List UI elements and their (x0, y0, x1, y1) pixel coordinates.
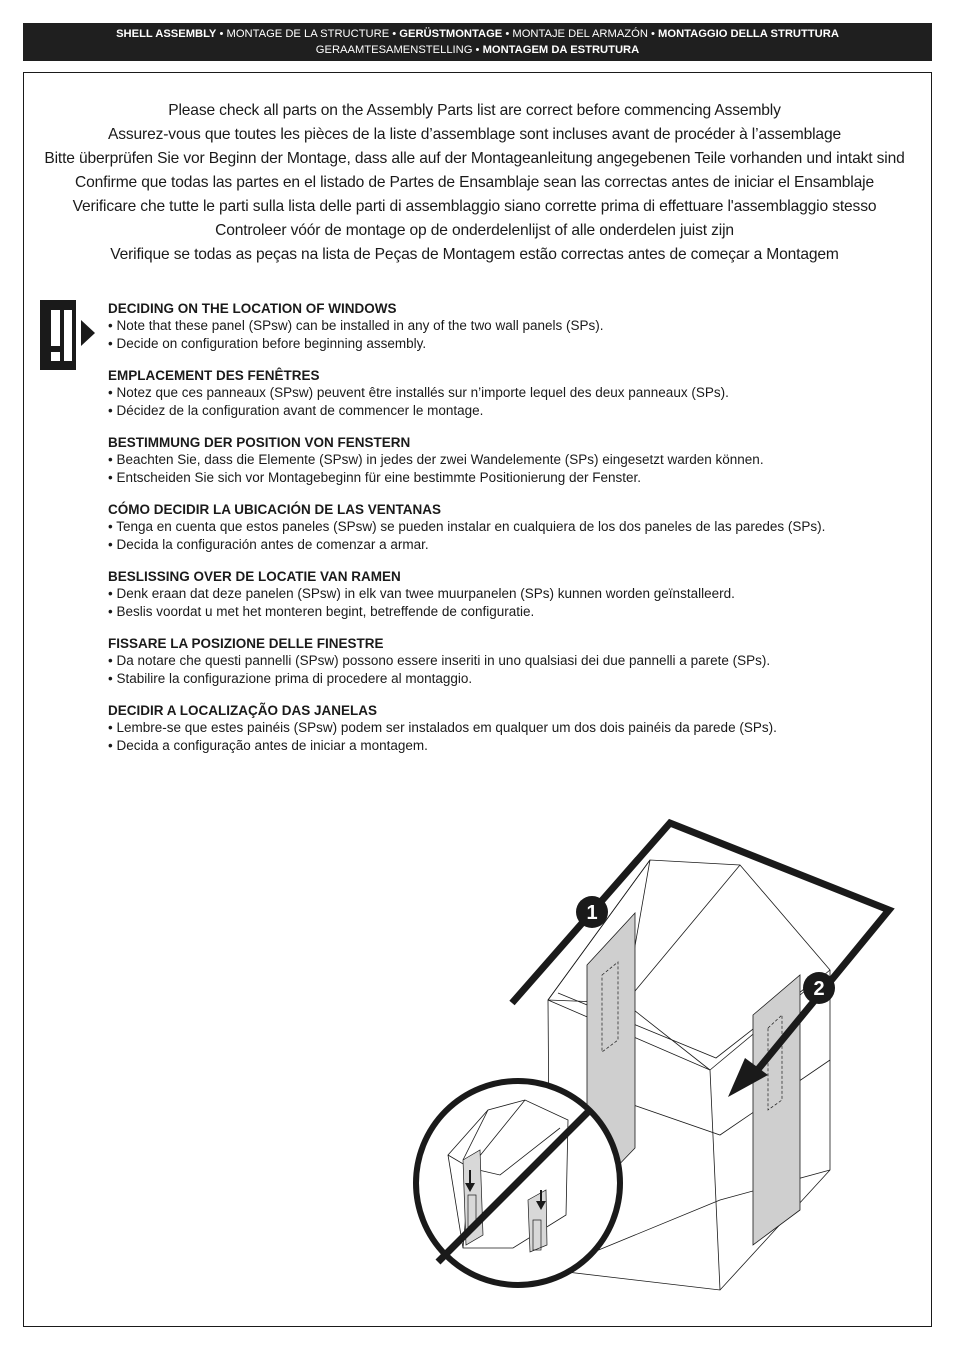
section-title: EMPLACEMENT DES FENÊTRES (108, 368, 320, 383)
section-line: • Stabilire la configurazione prima di procedere al montaggio. (108, 671, 473, 686)
section-line: • Décidez de la configuration avant de commencer le montage. (108, 403, 484, 418)
section-nl (108, 568, 918, 621)
intro-instructions (23, 99, 926, 267)
header-title-en: SHELL ASSEMBLY (116, 28, 217, 40)
header-sep-es: • MONTAJE DEL ARMAZÓN • (502, 28, 659, 40)
window-panel-right (753, 975, 800, 1245)
section-en (108, 300, 918, 353)
section-title: DECIDING ON THE LOCATION OF WINDOWS (108, 301, 397, 316)
section-line: • Denk eraan dat deze panelen (SPsw) in elk van twee muurpanelen (SPs) kunnen worden geïnstalleerd. (108, 586, 735, 601)
section-line: • Note that these panel (SPsw) can be installed in any of the two wall panels (SPs). (108, 318, 604, 333)
section-line: • Lembre-se que estes painéis (SPsw) podem ser instalados em qualquer um dos dois painéis da parede (SPs). (108, 720, 777, 735)
header-line-1 (23, 26, 932, 42)
header-sep-fr: • MONTAGE DE LA STRUCTURE • (216, 28, 400, 40)
header-title-nl: GERAAMTESAMENSTELLING • (315, 44, 483, 56)
intro-line-fr: Assurez-vous que toutes les pièces de la liste d’assemblage sont incluses avant de procéder à l’assemblage (107, 126, 842, 143)
section-line: • Notez que ces panneaux (SPsw) peuvent être installés sur n’importe lequel des deux panneaux (SPs). (108, 385, 729, 400)
step-badge-1-label: 1 (586, 902, 598, 924)
header-line-2 (23, 42, 932, 58)
direction-path (512, 823, 889, 1073)
intro-line-en: Please check all parts on the Assembly Parts list are correct before commencing Assembly (168, 102, 781, 119)
prohibited-inset (416, 1081, 620, 1285)
section-title: BESTIMMUNG DER POSITION VON FENSTERN (108, 435, 411, 450)
shed-window-diagram (400, 810, 920, 1310)
section-line: • Decida a configuração antes de iniciar a montagem. (108, 738, 428, 753)
header-title-de: GERÜSTMONTAGE (399, 28, 503, 40)
section-title: FISSARE LA POSIZIONE DELLE FINESTRE (108, 636, 384, 651)
section-pt (108, 702, 918, 755)
intro-line-pt: Verifique se todas as peças na lista de Peças de Montagem estão correctas antes de começar a Montagem (110, 246, 839, 263)
section-line: • Da notare che questi pannelli (SPsw) possono essere inseriti in uno qualsiasi dei due pannelli a parete (SPs). (108, 653, 771, 668)
intro-line-de: Bitte überprüfen Sie vor Beginn der Montage, dass alle auf der Montageanleitung angegebenen Teile vorhanden und intakt sind (44, 150, 905, 167)
section-it (108, 635, 918, 688)
intro-line-it: Verificare che tutte le parti sulla lista delle parti di assemblaggio siano corrette prima di effettuare l'assemblaggio stesso (72, 198, 877, 215)
window-location-sections (108, 300, 918, 769)
section-line: • Decida la configuración antes de comenzar a armar. (108, 537, 429, 552)
section-title: DECIDIR A LOCALIZAÇÃO DAS JANELAS (108, 703, 378, 718)
section-line: • Decide on configuration before beginning assembly. (108, 336, 427, 351)
section-line: • Beachten Sie, dass die Elemente (SPsw) in jedes der zwei Wandelemente (SPs) eingesetzt warden können. (108, 452, 764, 467)
section-line: • Tenga en cuenta que estos paneles (SPsw) se pueden instalar en cualquiera de los dos paneles de las paredes (SPs). (108, 519, 826, 534)
section-de (108, 434, 918, 487)
section-title: BESLISSING OVER DE LOCATIE VAN RAMEN (108, 569, 401, 584)
header-bar (23, 23, 932, 61)
section-fr (108, 367, 918, 420)
header-title-it: MONTAGGIO DELLA STRUTTURA (658, 28, 839, 40)
section-title: CÓMO DECIDIR LA UBICACIÓN DE LAS VENTANAS (108, 502, 442, 517)
section-line: • Entscheiden Sie sich vor Montagebeginn für eine bestimmte Positionierung der Fenster. (108, 470, 642, 485)
section-es (108, 501, 918, 554)
intro-line-nl: Controleer vóór de montage op de onderdelenlijst of alle onderdelen juist zijn (215, 222, 734, 239)
section-line: • Beslis voordat u met het monteren begint, betreffende de configuratie. (108, 604, 535, 619)
header-title-pt: MONTAGEM DA ESTRUTURA (482, 44, 640, 56)
intro-line-es: Confirme que todas las partes en el listado de Partes de Ensamblaje sean las correctas antes de iniciar el Ensamblaje (75, 174, 874, 191)
step-badge-2-label: 2 (813, 978, 825, 1000)
warning-icon (40, 300, 98, 370)
